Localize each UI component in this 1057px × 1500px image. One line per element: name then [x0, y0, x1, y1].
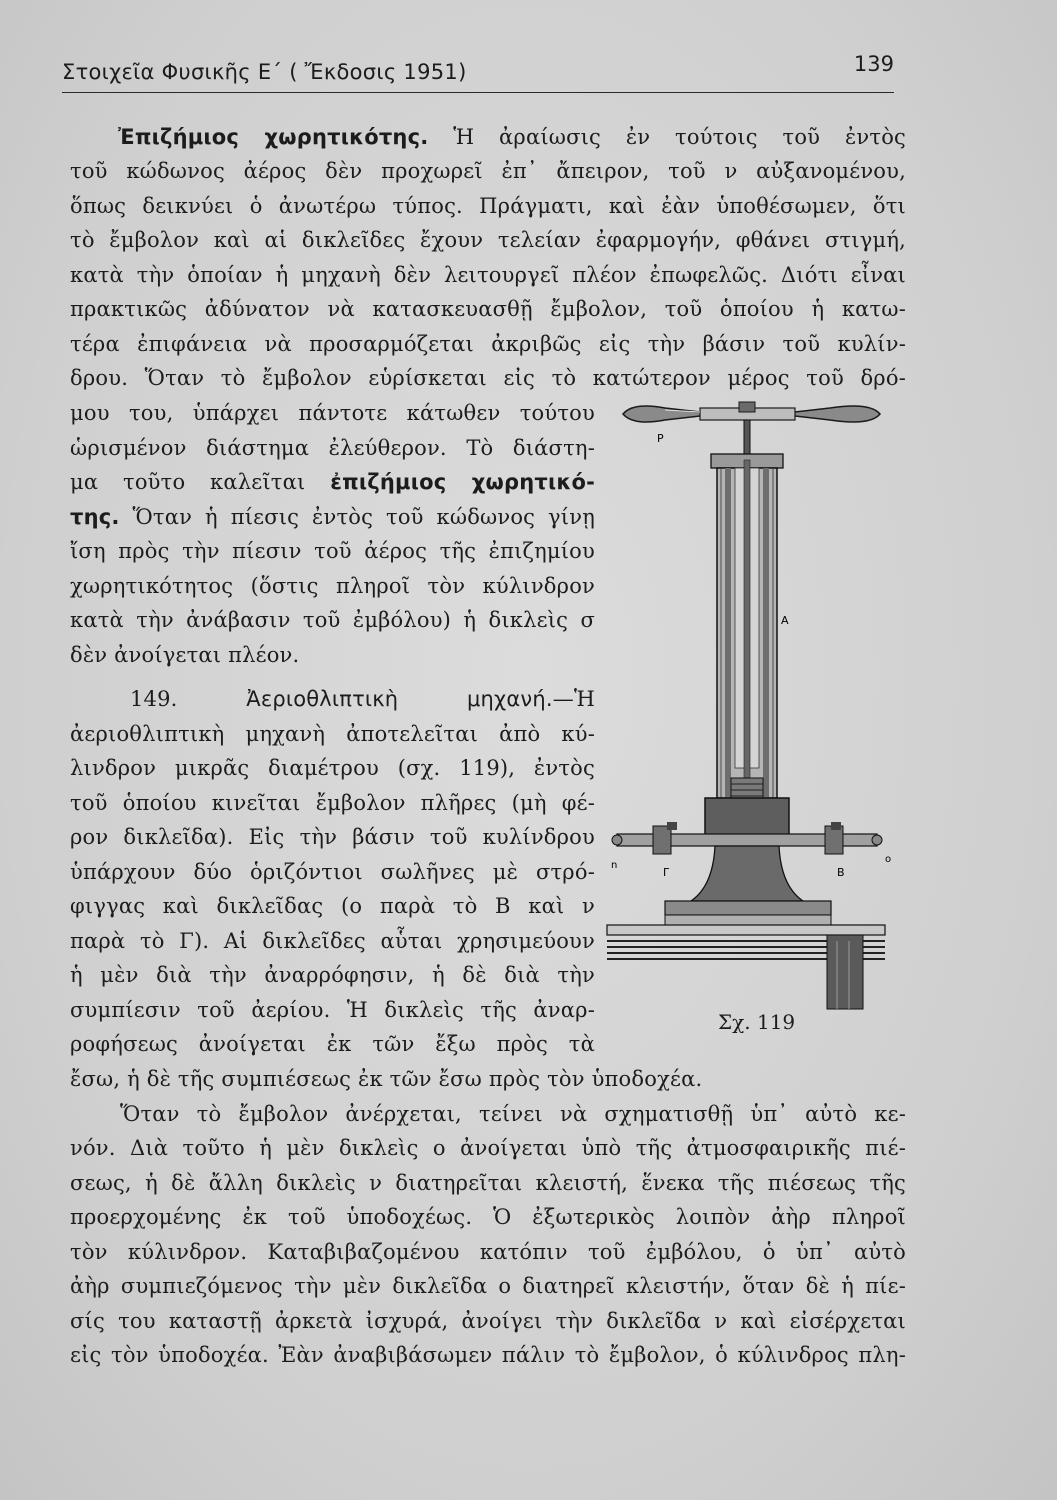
- section1-narrow: [70, 396, 595, 672]
- section1-narrow-9: δὲν ἀνοίγεται πλέον.: [70, 642, 300, 667]
- figure-caption: Σχ. 119: [718, 1010, 796, 1034]
- section1-line-3: τὸ ἔμβολον καὶ αἱ δικλεῖδες ἔχουν τελείαν ἐφαρμογήν, φθάνει στιγμή,: [70, 228, 906, 252]
- section2-heading-tail: —Ἡ: [552, 687, 595, 711]
- section2-full-3: σεως, ἡ δὲ ἄλλη δικλεὶς ν διατηρεῖται κλειστή, ἕνεκα τῆς πιέσεως τῆς: [70, 1170, 906, 1195]
- section2-full-8: εἰς τὸν ὑποδοχέα. Ἐὰν ἀναβιβάσωμεν πάλιν τὸ ἔμβολον, ὁ κύλινδρος πλη-: [70, 1343, 906, 1367]
- label-o: o: [885, 854, 892, 865]
- section1-narrow-7: χωρητικότητος (ὅστις πληροῖ τὸν κύλινδρον: [70, 573, 595, 598]
- section2-narrow-8: συμπίεσιν τοῦ ἀερίου. Ἡ δικλεὶς τῆς ἀναρ-: [70, 997, 595, 1022]
- pump-handle: [623, 402, 880, 422]
- section1-line-2: ὅπως δεικνύει ὁ ἀνωτέρω τύπος. Πράγματι, καὶ ἐὰν ὑποθέσωμεν, ὅτι: [70, 193, 906, 218]
- section1-line-5: πρακτικῶς ἀδύνατον νὰ κατασκευασθῇ ἔμβολον, τοῦ ὁποίου ἡ κατω-: [70, 297, 906, 321]
- section1-line-1: τοῦ κώδωνος ἀέρος δὲν προχωρεῖ ἐπ᾽ ἄπειρον, τοῦ ν αὐξανομένου,: [70, 159, 906, 183]
- section2-narrow-9: ροφήσεως ἀνοίγεται ἐκ τῶν ἔξω πρὸς τὰ: [70, 1032, 595, 1056]
- base-plate: [665, 901, 831, 915]
- section2-narrow-6: παρὰ τὸ Γ). Αἱ δικλεῖδες αὗται χρησιμεύουν: [70, 928, 595, 953]
- section2-full-1: Ὅταν τὸ ἔμβολον ἀνέρχεται, τείνει νὰ σχηματισθῇ ὑπ᾽ αὐτὸ κε-: [120, 1101, 906, 1126]
- header-title: Στοιχεῖα Φυσικῆς Ε΄ ( Ἔκδοσις 1951): [62, 60, 467, 84]
- section1-line-6: τέρα ἐπιφάνεια νὰ προσαρμόζεται ἀκριβῶς εἰς τὴν βάσιν τοῦ κυλίν-: [70, 331, 906, 356]
- section1-narrow-0: μου του, ὑπάρχει πάντοτε κάτωθεν τούτου: [70, 401, 595, 425]
- label-a: A: [781, 614, 789, 627]
- section2-full: [70, 1062, 906, 1373]
- section2-full-2: νόν. Διὰ τοῦτο ἡ μὲν δικλεὶς ο ἀνοίγεται ὑπὸ τῆς ἀτμοσφαιρικῆς πιέ-: [70, 1136, 906, 1160]
- section1-narrow-2: μα τοῦτο καλεῖται: [70, 470, 306, 494]
- section1-narrow-8: κατὰ τὴν ἀνάβασιν τοῦ ἐμβόλου) ἡ δικλεὶς σ: [70, 608, 595, 632]
- section2-full-4: προερχομένης ἐκ τοῦ ὑποδοχέως. Ὁ ἐξωτερικὸς λοιπὸν ἀὴρ πληροῖ: [70, 1205, 906, 1229]
- section1-line-7: δρου. Ὅταν τὸ ἔμβολον εὑρίσκεται εἰς τὸ κατώτερον μέρος τοῦ δρό-: [70, 366, 906, 390]
- section2-narrow-5: φιγγας καὶ δικλεῖδας (ο παρὰ τὸ Β καὶ ν: [70, 894, 595, 918]
- page-number: 139: [853, 52, 894, 76]
- section2-full-6: ἀὴρ συμπιεζόμενος τὴν μὲν δικλεῖδα ο διατηρεῖ κλειστήν, ὅταν δὲ ἡ πίε-: [70, 1274, 906, 1298]
- valve-block: [705, 798, 789, 838]
- section1-paragraph: [70, 154, 906, 396]
- section1-line-4: κατὰ τὴν ὁποίαν ἡ μηχανὴ δὲν λειτουργεῖ πλέον ἐπωφελῶς. Διότι εἶναι: [70, 262, 906, 287]
- bold-term-b: της.: [70, 504, 120, 529]
- pedestal: [691, 846, 803, 901]
- section1-narrow-6: ἴση πρὸς τὴν πίεσιν τοῦ ἀέρος τῆς ἐπιζημίου: [70, 539, 595, 563]
- section1-first-line: [118, 120, 906, 155]
- section2-narrow-3: ρον δικλεῖδα). Εἰς τὴν βάσιν τοῦ κυλίνδρου: [70, 825, 595, 849]
- section1-heading: Ἐπιζήμιος χωρητικότης.: [118, 125, 429, 149]
- compressor-figure: [605, 396, 890, 1016]
- section2-heading: Ἀεριοθλιπτικὴ μηχανή.: [246, 687, 553, 711]
- table: [607, 925, 885, 1009]
- section1-narrow-1: ὡρισμένον διάστημα ἐλεύθερον. Τὸ διάστη-: [70, 435, 595, 460]
- section2-narrow-0: ἀεριοθλιπτικὴ μηχανὴ ἀποτελεῖται ἀπὸ κύ-: [70, 721, 595, 746]
- label-b: B: [837, 866, 845, 879]
- running-header: [62, 52, 894, 93]
- section2-narrow-2: τοῦ ὁποίου κινεῖται ἔμβολον πλῆρες (μὴ φέ-: [70, 790, 595, 815]
- cylinder: [717, 460, 777, 802]
- section2-narrow-4: ὑπάρχουν δύο ὁριζόντιοι σωλῆνες μὲ στρό-: [70, 859, 595, 884]
- section2-narrow: [70, 682, 595, 1062]
- label-g: Γ: [663, 866, 670, 879]
- section2-full-5: τὸν κύλινδρον. Καταβιβαζομένου κατόπιν τοῦ ἐμβόλου, ὁ ὑπ᾽ αὐτὸ: [70, 1239, 906, 1264]
- section2-full-0: ἔσω, ἡ δὲ τῆς συμπιέσεως ἐκ τῶν ἔσω πρὸς τὸν ὑποδοχέα.: [70, 1067, 703, 1091]
- section1-narrow-5: Ὅταν ἡ πίεσις ἐντὸς τοῦ κώδωνος γίνῃ: [119, 504, 595, 529]
- section2-narrow-7: ἡ μὲν διὰ τὴν ἀναρρόφησιν, ἡ δὲ διὰ τὴν: [70, 963, 595, 987]
- base-plate-lower: [665, 915, 831, 925]
- section2-number: 149.: [130, 687, 178, 711]
- label-n: n: [611, 860, 618, 871]
- section1-line-0: Ἡ ἀραίωσις ἐν τούτοις τοῦ ἐντὸς: [428, 125, 906, 149]
- bold-term-a: ἐπιζήμιος χωρητικό-: [330, 470, 595, 494]
- section2-narrow-1: λινδρον μικρᾶς διαμέτρου (σχ. 119), ἐντὸς: [70, 756, 595, 780]
- section2-full-7: σίς του καταστῇ ἀρκετὰ ἰσχυρά, ἀνοίγει τὴν δικλεῖδα ν καὶ εἰσέρχεται: [70, 1308, 906, 1333]
- label-p: P: [657, 432, 664, 445]
